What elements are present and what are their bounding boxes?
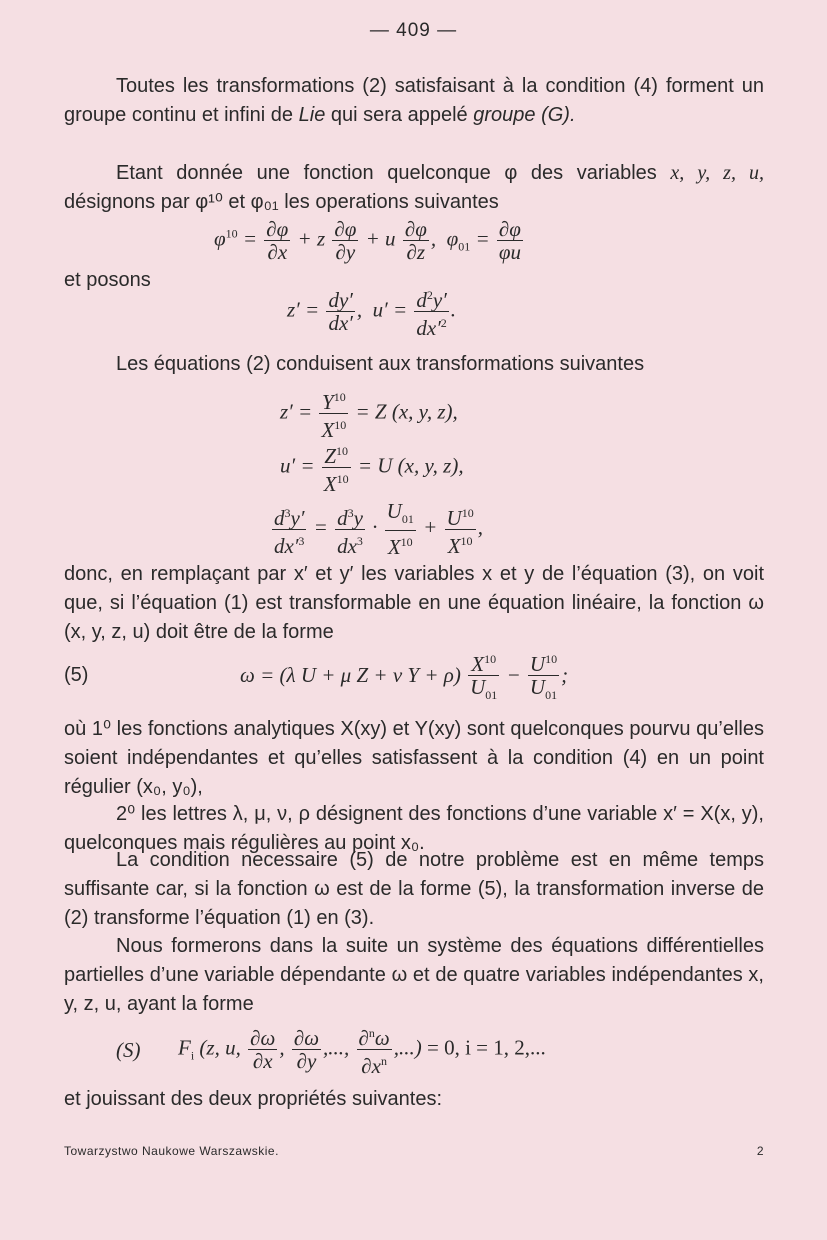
lie-name: Lie (298, 104, 326, 126)
footer (64, 1144, 764, 1158)
equation-third-derivative: $\frac{d^3y'}{dx'^3}$ = $\frac{d^3y}{dx^3}$ · $\frac{U_{01}}{X^{10}}$ + $\frac{U^{10}}{X^{10}}$ , (274, 499, 483, 560)
equation-5-label: (5) (64, 664, 89, 686)
paragraph-2 (64, 159, 764, 217)
paragraph-4: donc, en remplaçant par x′ et y′ les variables x et y de l’équation (3), on voit que, si l’équation (1) est transformable en une équation linéaire, la fonction ω (x, y, z, u) doit être de la forme (64, 563, 764, 643)
paragraph-5: où 1⁰ les fonctions analytiques X(xy) et Y(xy) sont quelconques pourvu qu’elles soient indépendantes et qu’elles satisfassent à la condition (4) en un point régulier (x₀, y₀), (64, 718, 764, 798)
equation-5: ω = (λ U + μ Z + ν Y + ρ) $\frac{X^{10}}{U_{01}}$ − $\frac{U^{10}}{U_{01}}$ ; (240, 648, 568, 706)
equation-s: $F_i$ (z, u, $\frac{\partial\omega}{\partial x}$ , $\frac{\partial\omega}{\partial y}$ ,..., $\frac{\partial^n\omega}{\partial x^n}$ ,...) = 0, i = 1, 2,... (178, 1022, 546, 1077)
paragraph-2a: Etant donnée une fonction quelconque φ des variables (116, 162, 657, 184)
variables-list: x, y, z, u, (670, 162, 764, 184)
paragraph-9: et jouissant des deux propriétés suivantes: (64, 1088, 442, 1110)
paragraph-1 (64, 72, 764, 130)
equation-z-transform: z′ = $\frac{Y^{10}}{X^{10}}$ = Z (x, y, z), (280, 386, 458, 441)
equation-s-label: (S) (116, 1038, 141, 1062)
paragraph-8: Nous formerons dans la suite un système des équations différentielles partielles d’une variable dépendante ω et de quatre variables indépendantes x, y, z, u, ayant la forme (64, 935, 764, 1015)
paragraph-1-mid: qui sera appelé (330, 104, 468, 126)
equation-z-prime: z′ = $\frac{dy'}{dx'}$ , u′ = $\frac{d^2y'}{dx'^2}$ . (287, 284, 456, 339)
page-number: — 409 — (369, 20, 458, 41)
equation-u-transform: u′ = $\frac{Z^{10}}{X^{10}}$ = U (x, y, z), (280, 440, 464, 495)
groupe-g: groupe (G). (473, 104, 576, 126)
footer-publisher: Towarzystwo Naukowe Warszawskie. (64, 1144, 279, 1158)
paragraph-2c: désignons par φ¹⁰ et φ₀₁ les operations suivantes (64, 191, 499, 213)
equation-s-tail: = 0, i = 1, 2,... (427, 1035, 546, 1060)
paragraph-7: La condition necessaire (5) de notre problème est en même temps suffisante car, si la fonction ω est de la forme (5), la transformation inverse de (2) transforme l’équation (1) en (3). (64, 849, 764, 929)
paragraph-1-text: Toutes les transformations (2) satisfaisant à la condition (4) forment un groupe continu et infini de (64, 75, 764, 126)
footer-signature-number: 2 (756, 1144, 764, 1158)
equation-phi-operators: $\varphi^{10}$ = $\frac{\partial\varphi}{\partial x}$ + z $\frac{\partial\varphi}{\partial y}$ + u $\frac{\partial\varphi}{\partial z}$ , $\varphi_{01}$ = $\frac{\partial\varphi}{\varphi u}$ (214, 217, 521, 264)
et-posons: et posons (64, 269, 151, 291)
paragraph-6: 2⁰ les lettres λ, μ, ν, ρ désignent des fonctions d’une variable x′ = X(x, y), quelconques mais régulières au point x₀. (64, 803, 764, 854)
paragraph-3: Les équations (2) conduisent aux transformations suivantes (116, 353, 645, 375)
